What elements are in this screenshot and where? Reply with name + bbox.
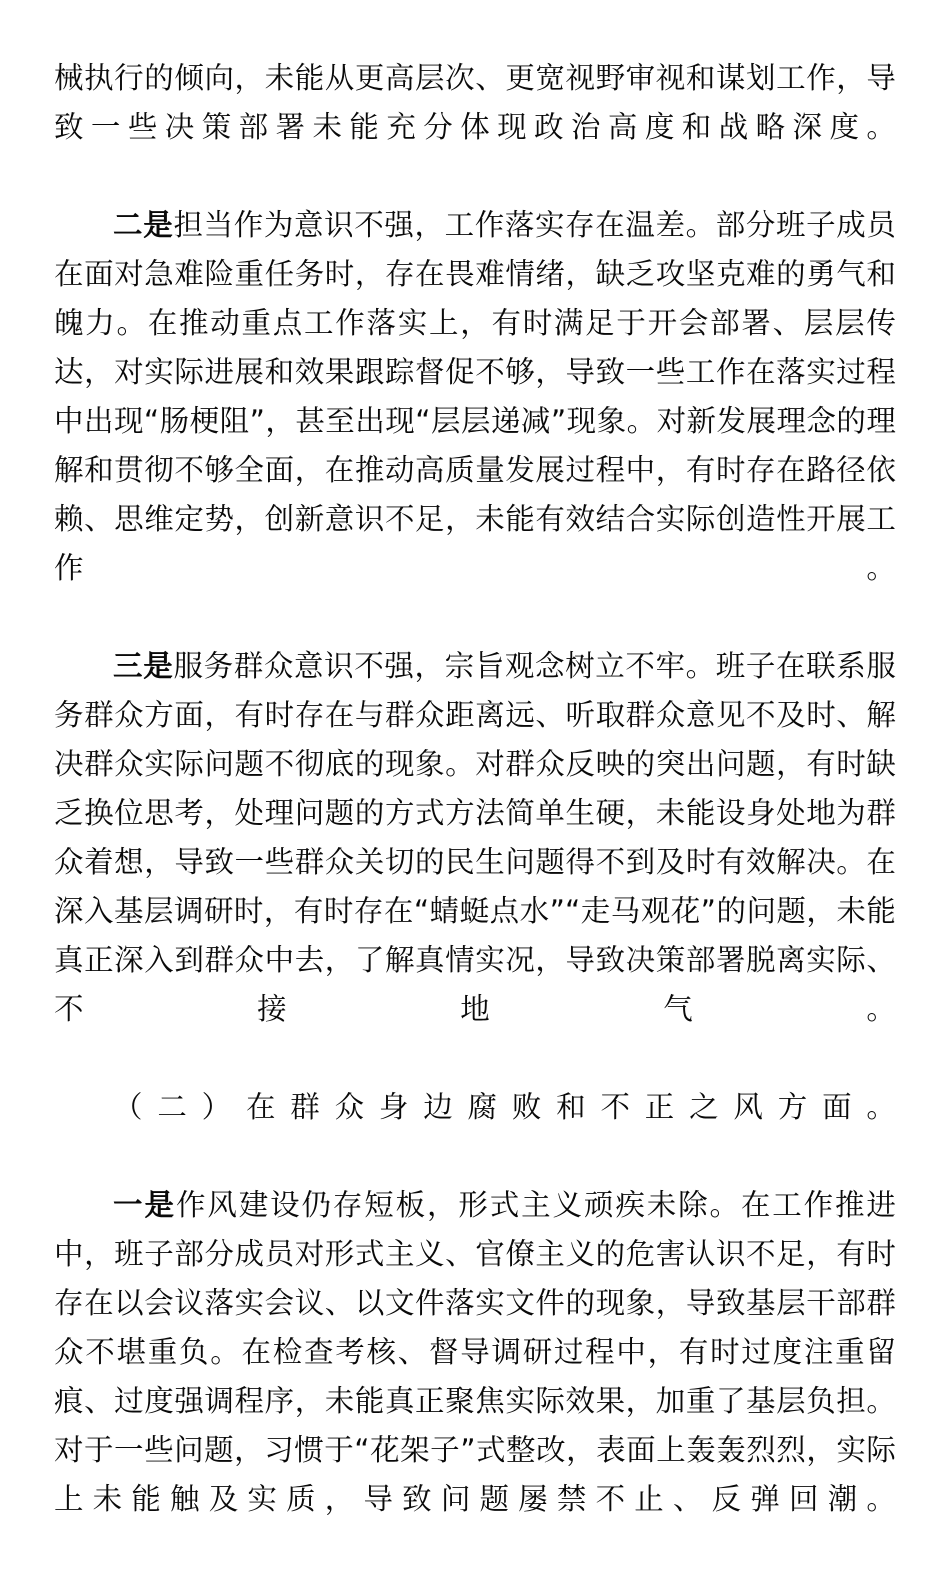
document-text-body [54,54,896,1573]
paragraph-item-one [54,1181,896,1573]
paragraph-text: （二）在群众身边腐败和不正之风方面。 [113,1090,896,1124]
paragraph-text: 服务群众意识不强，宗旨观念树立不牢。班子在联系服务群众方面，有时存在与群众距离远、听取群众意见不及时、解决群众实际问题不彻底的现象。对群众反映的突出问题，有时缺乏换位思考，处理问题的方式方法简单生硬，未能设身处地为群众着想，导致一些群众关切的民生问题得不到及时有效解决。在深入基层调研时，有时存在“蜻蜓点水”“走马观花”的问题，未能真正深入到群众中去，了解真情实况，导致决策部署脱离实际、不接地气。 [54,649,897,1026]
paragraph-text: 作风建设仍存短板，形式主义顽疾未除。在工作推进中，班子部分成员对形式主义、官僚主义的危害认识不足，有时存在以会议落实会议、以文件落实文件的现象，导致基层干部群众不堪重负。在检查考核、督导调研过程中，有时过度注重留痕、过度强调程序，未能真正聚焦实际效果，加重了基层负担。对于一些问题，习惯于“花架子”式整改，表面上轰轰烈烈，实际上未能触及实质，导致问题屡禁不止、反弹回潮。 [54,1188,896,1516]
paragraph-bold-lead: 二是 [113,208,174,242]
paragraph-item-three [54,642,896,1083]
paragraph-text: 担当作为意识不强，工作落实存在温差。部分班子成员在面对急难险重任务时，存在畏难情绪，缺乏攻坚克难的勇气和魄力。在推动重点工作落实上，有时满足于开会部署、层层传达，对实际进展和效果跟踪督促不够，导致一些工作在落实过程中出现“肠梗阻”，甚至出现“层层递减”现象。对新发展理念的理解和贯彻不够全面，在推动高质量发展过程中，有时存在路径依赖、思维定势，创新意识不足，未能有效结合实际创造性开展工作。 [54,208,897,585]
section-heading-two [54,1083,896,1181]
paragraph-continuation [54,54,896,201]
paragraph-bold-lead: 一是 [113,1188,176,1222]
paragraph-item-two [54,201,896,642]
paragraph-bold-lead: 三是 [113,649,174,683]
paragraph-text: 械执行的倾向，未能从更高层次、更宽视野审视和谋划工作，导致一些决策部署未能充分体现政治高度和战略深度。 [54,61,896,144]
